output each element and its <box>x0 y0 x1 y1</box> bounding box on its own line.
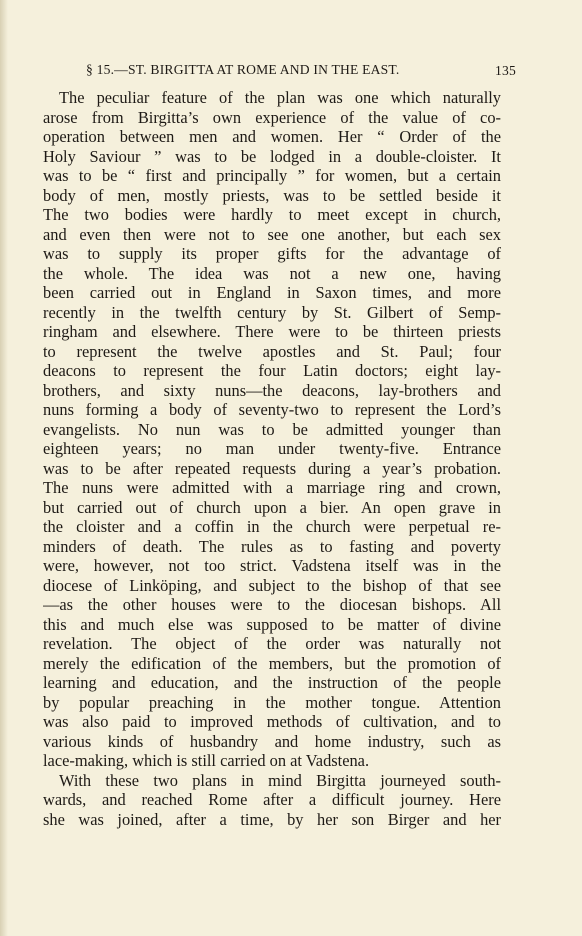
text-line: been carried out in England in Saxon times, and more <box>43 283 501 302</box>
text-line: the cloister and a coffin in the church were perpetual re- <box>43 517 501 536</box>
running-head-title: § 15.—ST. BIRGITTA AT ROME AND IN THE EAST. <box>86 62 400 77</box>
text-line: With these two plans in mind Birgitta journeyed south- <box>59 770 501 790</box>
text-line: The nuns were admitted with a marriage ring and crown, <box>43 478 501 497</box>
text-line: brothers, and sixty nuns—the deacons, lay-brothers and <box>43 380 501 400</box>
text-line: body of men, mostly priests, was to be settled beside it <box>43 185 501 205</box>
text-line: lace-making, which is still carried on at Vadstena. <box>43 751 370 770</box>
text-line: arose from Birgitta’s own experience of the value of co- <box>43 107 501 127</box>
body-text <box>43 88 501 829</box>
text-line: was to be “ first and principally ” for women, but a certain <box>43 166 501 185</box>
text-line: eighteen years; no man under twenty-five. Entrance <box>43 439 501 458</box>
text-line: were, however, not too strict. Vadstena itself was in the <box>43 556 501 575</box>
text-line: to represent the twelve apostles and St. Paul; four <box>43 341 501 361</box>
text-line: various kinds of husbandry and home industry, such as <box>43 731 501 751</box>
text-line: minders of death. The rules as to fasting and poverty <box>43 536 501 556</box>
text-line: she was joined, after a time, by her son Birger and her <box>43 809 501 829</box>
text-line: wards, and reached Rome after a difficult journey. Here <box>43 790 501 809</box>
text-line: recently in the twelfth century by St. Gilbert of Semp- <box>43 302 501 322</box>
text-line: was to supply its proper gifts for the advantage of <box>43 244 501 263</box>
text-line: the whole. The idea was not a new one, having <box>43 263 501 283</box>
text-line: The peculiar feature of the plan was one which naturally <box>59 88 501 107</box>
text-line: and even then were not to see one another, but each sex <box>43 224 501 244</box>
text-line: diocese of Linköping, and subject to the bishop of that see <box>43 575 501 595</box>
text-line: evangelists. No nun was to be admitted younger than <box>43 419 501 439</box>
running-head <box>86 62 516 82</box>
text-line: deacons to represent the four Latin doctors; eight lay- <box>43 361 501 380</box>
page-number: 135 <box>495 63 516 78</box>
text-line: operation between men and women. Her “ Order of the <box>43 127 501 146</box>
text-line: ringham and elsewhere. There were to be thirteen priests <box>43 322 501 341</box>
text-line: was to be after repeated requests during a year’s probation. <box>43 458 501 478</box>
text-line: this and much else was supposed to be matter of divine <box>43 614 501 634</box>
text-line: Holy Saviour ” was to be lodged in a double-cloister. It <box>43 146 501 166</box>
text-line: was also paid to improved methods of cultivation, and to <box>43 712 501 731</box>
text-line: nuns forming a body of seventy-two to represent the Lord’s <box>43 400 501 419</box>
text-line: by popular preaching in the mother tongue. Attention <box>43 692 501 712</box>
text-line: The two bodies were hardly to meet except in church, <box>43 205 501 224</box>
text-line: merely the edification of the members, but the promotion of <box>43 653 501 673</box>
text-line: —as the other houses were to the diocesan bishops. All <box>43 595 501 614</box>
text-line: revelation. The object of the order was naturally not <box>43 634 501 653</box>
text-line: but carried out of church upon a bier. An open grave in <box>43 497 501 517</box>
text-line: learning and education, and the instruction of the people <box>43 673 501 692</box>
page-gutter <box>0 0 8 936</box>
